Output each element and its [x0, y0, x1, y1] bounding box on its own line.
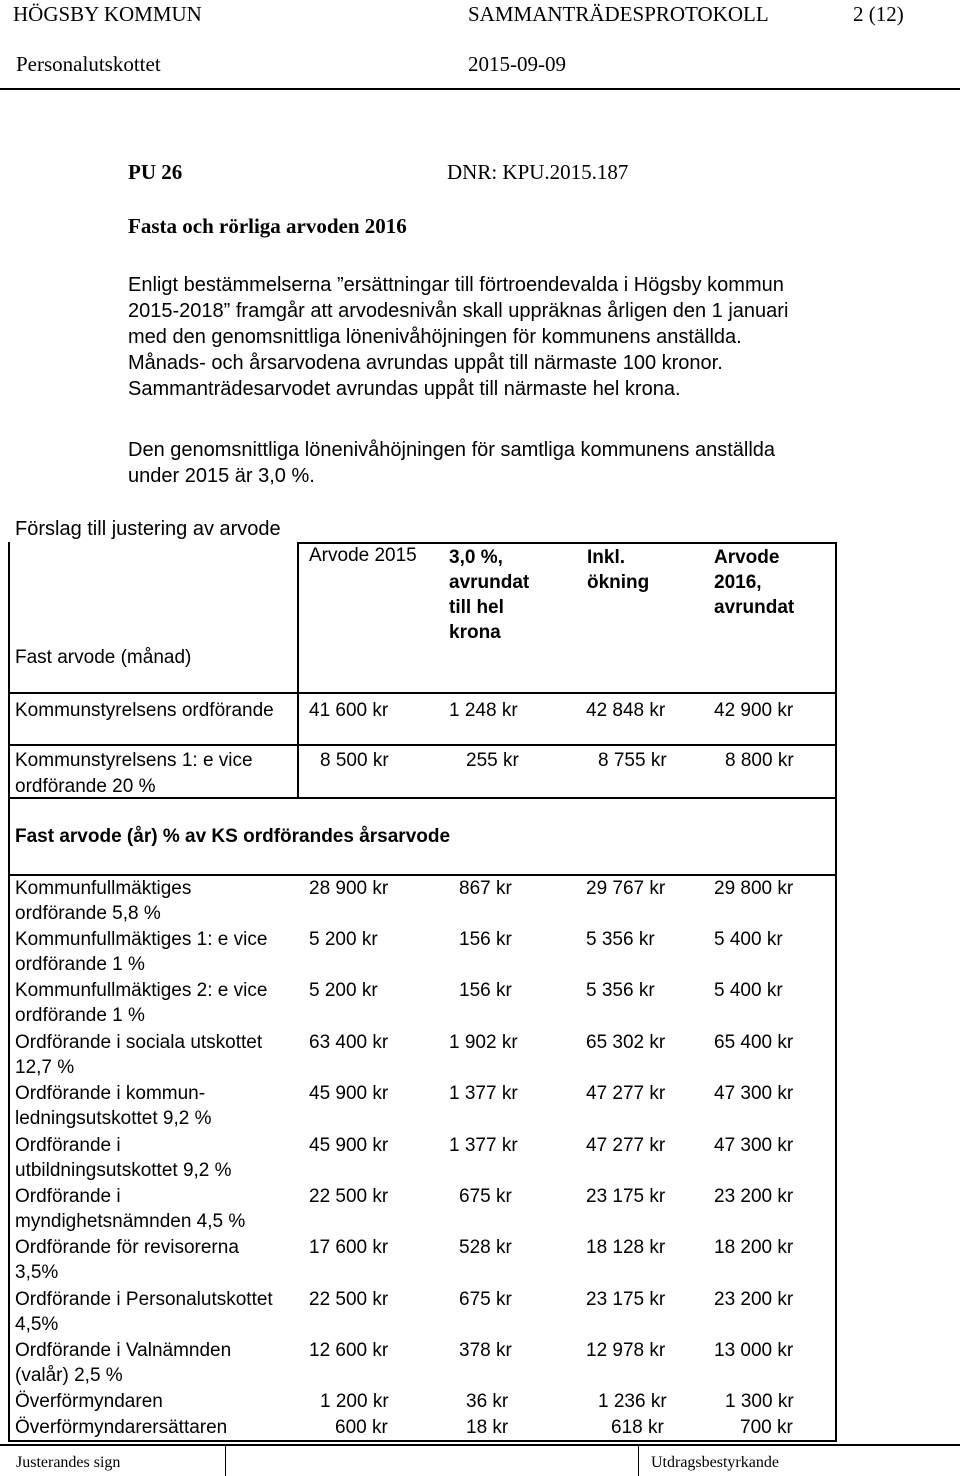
cell-increase: 156 kr [459, 929, 512, 950]
cell-incl: 618 kr [611, 1417, 664, 1438]
cell-arvode-2015: 5 200 kr [309, 929, 378, 950]
cell-increase: 1 377 kr [449, 1135, 518, 1156]
cell-arvode-2016: 5 400 kr [714, 929, 783, 950]
cell-arvode-2016: 47 300 kr [714, 1135, 794, 1156]
cell-increase: 675 kr [459, 1186, 512, 1207]
annual-section-heading: Fast arvode (år) % av KS ordförandes årsarvode [15, 826, 451, 847]
cell-increase: 675 kr [459, 1289, 512, 1310]
cell-incl: 8 755 kr [598, 750, 667, 771]
footer-utdragsbestyrkande: Utdragsbestyrkande [651, 1454, 779, 1471]
cell-arvode-2016: 700 kr [740, 1417, 793, 1438]
cell-arvode-2015: 12 600 kr [309, 1340, 389, 1361]
cell-incl: 47 277 kr [586, 1135, 666, 1156]
item-number: PU 26 [128, 160, 183, 184]
body-line: Enligt bestämmelserna ”ersättningar till förtroendevalda i Högsby kommun [128, 274, 784, 296]
item-title: Fasta och rörliga arvoden 2016 [128, 214, 407, 238]
row-label: Ordförande i kommun- ledningsutskottet 9,2 % [15, 1083, 212, 1129]
cell-increase: 378 kr [459, 1340, 512, 1361]
header-incl-increase: Inkl. ökning [587, 547, 650, 593]
row-label: Ordförande i myndighetsnämnden 4,5 % [15, 1186, 246, 1232]
cell-increase: 1 902 kr [449, 1032, 518, 1053]
page-number: 2 (12) [853, 2, 904, 26]
row-label: Ordförande för revisorerna 3,5% [15, 1237, 239, 1283]
cell-incl: 1 236 kr [598, 1391, 667, 1412]
cell-incl: 65 302 kr [586, 1032, 666, 1053]
cell-arvode-2015: 22 500 kr [309, 1289, 389, 1310]
cell-arvode-2016: 29 800 kr [714, 878, 794, 899]
cell-arvode-2015: 8 500 kr [320, 750, 389, 771]
header-rule [0, 88, 960, 90]
body-line: 2015-2018” framgår att arvodesnivån skall uppräknas årligen den 1 januari [128, 300, 789, 322]
cell-arvode-2015: 22 500 kr [309, 1186, 389, 1207]
footer-divider-right [638, 1446, 639, 1476]
row-label: Ordförande i Valnämnden (valår) 2,5 % [15, 1340, 232, 1386]
cell-increase: 156 kr [459, 980, 512, 1001]
cell-arvode-2016: 47 300 kr [714, 1083, 794, 1104]
cell-arvode-2016: 13 000 kr [714, 1340, 794, 1361]
cell-arvode-2016: 65 400 kr [714, 1032, 794, 1053]
cell-arvode-2015: 600 kr [335, 1417, 388, 1438]
footer-rule [0, 1444, 960, 1446]
cell-arvode-2015: 28 900 kr [309, 878, 389, 899]
row-label: Kommunstyrelsens ordförande [15, 700, 274, 721]
cell-arvode-2016: 42 900 kr [714, 700, 794, 721]
cell-incl: 23 175 kr [586, 1186, 666, 1207]
row-label: Ordförande i sociala utskottet 12,7 % [15, 1032, 263, 1078]
row-label: Kommunfullmäktiges 1: e vice ordförande 1 % [15, 929, 268, 975]
cell-increase: 36 kr [466, 1391, 509, 1412]
cell-incl: 18 128 kr [586, 1237, 666, 1258]
cell-arvode-2015: 45 900 kr [309, 1083, 389, 1104]
body-paragraph-1 [128, 272, 788, 402]
cell-arvode-2015: 1 200 kr [320, 1391, 389, 1412]
body-line: under 2015 är 3,0 %. [128, 465, 315, 487]
cell-increase: 1 377 kr [449, 1083, 518, 1104]
header-arvode-2016: Arvode 2016, avrundat [714, 547, 795, 618]
cell-incl: 47 277 kr [586, 1083, 666, 1104]
cell-increase: 18 kr [466, 1417, 509, 1438]
cell-arvode-2015: 17 600 kr [309, 1237, 389, 1258]
row-label: Överförmyndaren [15, 1391, 163, 1412]
cell-increase: 1 248 kr [449, 700, 518, 721]
cell-arvode-2016: 8 800 kr [725, 750, 794, 771]
cell-incl: 29 767 kr [586, 878, 666, 899]
body-line: Månads- och årsarvodena avrundas uppåt till närmaste 100 kronor. [128, 352, 723, 374]
cell-arvode-2015: 63 400 kr [309, 1032, 389, 1053]
cell-arvode-2016: 5 400 kr [714, 980, 783, 1001]
row-label: Överförmyndarersättaren [15, 1417, 228, 1438]
cell-arvode-2016: 18 200 kr [714, 1237, 794, 1258]
item-dnr: DNR: KPU.2015.187 [447, 160, 629, 184]
body-paragraph-2 [128, 437, 775, 489]
row-label: Ordförande i Personalutskottet 4,5% [15, 1289, 273, 1335]
cell-increase: 528 kr [459, 1237, 512, 1258]
cell-arvode-2015: 41 600 kr [309, 700, 389, 721]
header-fast-arvode-manad: Fast arvode (månad) [15, 647, 192, 668]
cell-arvode-2016: 1 300 kr [725, 1391, 794, 1412]
meeting-date: 2015-09-09 [468, 52, 566, 76]
cell-incl: 5 356 kr [586, 929, 655, 950]
cell-arvode-2015: 5 200 kr [309, 980, 378, 1001]
cell-increase: 867 kr [459, 878, 512, 899]
table-caption: Förslag till justering av arvode [15, 518, 281, 540]
body-line: Den genomsnittliga lönenivåhöjningen för samtliga kommunens anställda [128, 439, 776, 461]
committee-name: Personalutskottet [16, 52, 161, 76]
cell-incl: 23 175 kr [586, 1289, 666, 1310]
body-line: Sammanträdesarvodet avrundas uppåt till närmaste hel krona. [128, 378, 681, 400]
document-type: SAMMANTRÄDESPROTOKOLL [468, 2, 769, 26]
footer-justerandes-sign: Justerandes sign [16, 1454, 121, 1471]
header-increase: 3,0 %, avrundat till hel krona [449, 547, 530, 643]
cell-incl: 42 848 kr [586, 700, 666, 721]
cell-increase: 255 kr [466, 750, 519, 771]
row-label: Kommunstyrelsens 1: e vice ordförande 20 % [15, 750, 253, 797]
municipality-name: HÖGSBY KOMMUN [13, 2, 202, 26]
cell-arvode-2016: 23 200 kr [714, 1289, 794, 1310]
row-label: Ordförande i utbildningsutskottet 9,2 % [15, 1135, 232, 1181]
cell-arvode-2016: 23 200 kr [714, 1186, 794, 1207]
cell-arvode-2015: 45 900 kr [309, 1135, 389, 1156]
footer-divider-left [225, 1446, 226, 1476]
cell-incl: 12 978 kr [586, 1340, 666, 1361]
row-label: Kommunfullmäktiges 2: e vice ordförande 1 % [15, 980, 268, 1026]
row-label: Kommunfullmäktiges ordförande 5,8 % [15, 878, 192, 924]
body-line: med den genomsnittliga lönenivåhöjningen för kommunens anställda. [128, 326, 742, 348]
header-arvode-2015: Arvode 2015 [309, 545, 417, 566]
cell-incl: 5 356 kr [586, 980, 655, 1001]
